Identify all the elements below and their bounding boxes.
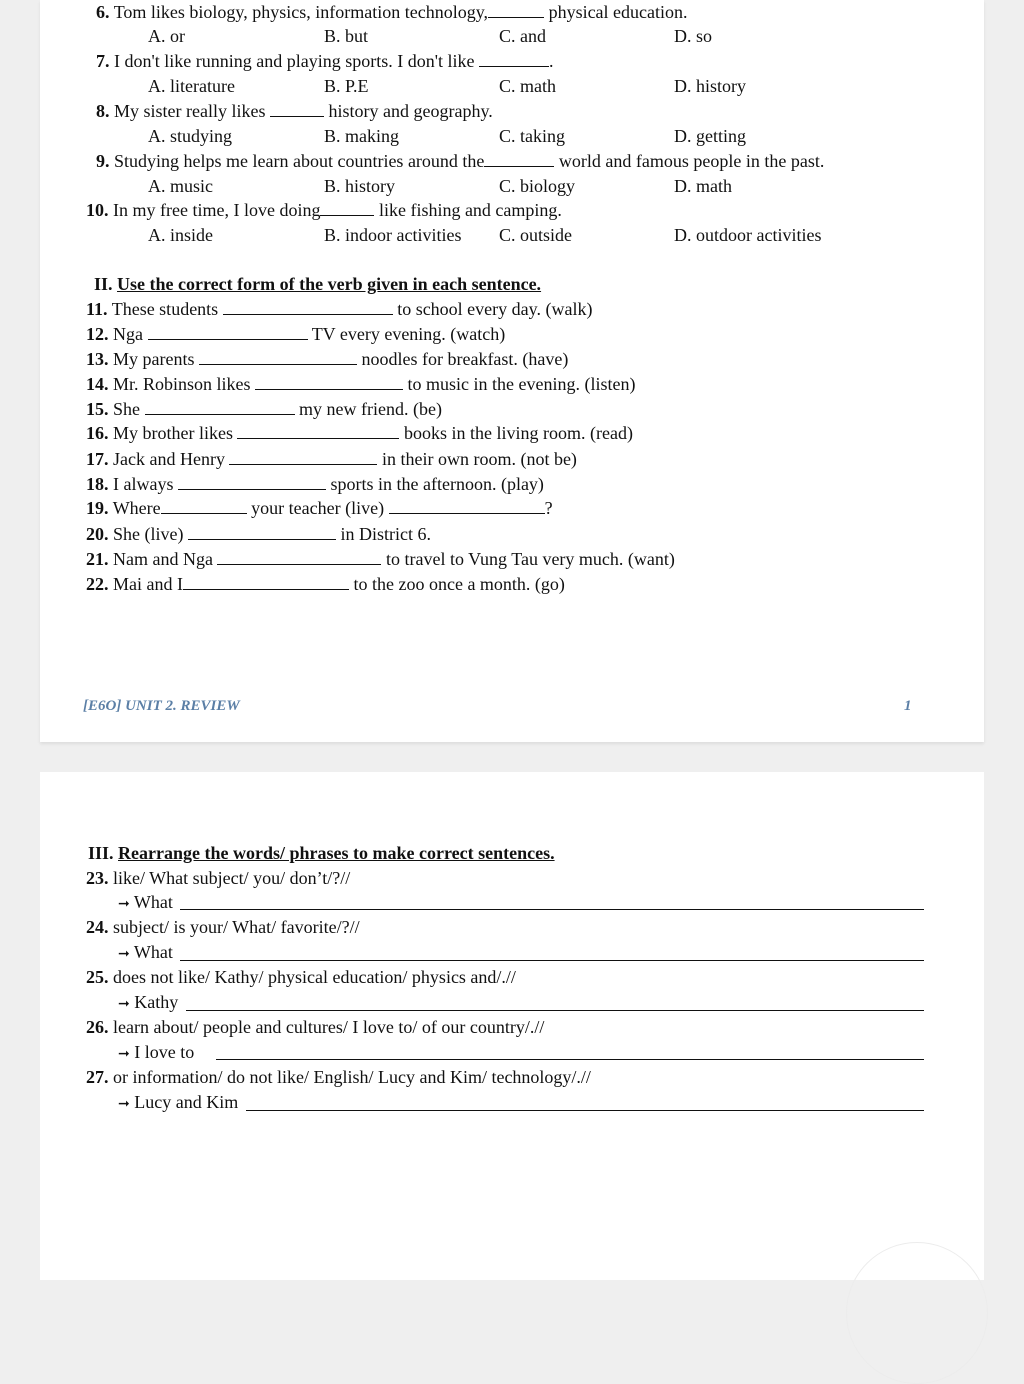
- arrow-icon: ➞: [118, 1047, 130, 1062]
- answer-blank[interactable]: [255, 372, 403, 390]
- option-d[interactable]: D. getting: [674, 126, 746, 146]
- option-a[interactable]: A. inside: [148, 225, 213, 245]
- verb-question-22: 22. Mai and I to the zoo once a month. (go): [86, 574, 565, 594]
- decorative-circle: [846, 1242, 988, 1384]
- answer-blank[interactable]: [183, 572, 349, 590]
- answer-blank[interactable]: [488, 0, 544, 18]
- option-b[interactable]: B. history: [324, 176, 396, 196]
- option-d[interactable]: D. math: [674, 176, 732, 196]
- option-b[interactable]: B. P.E: [324, 76, 369, 96]
- question-9: 9. Studying helps me learn about countries around the world and famous people in the past.: [96, 151, 825, 171]
- answer-blank[interactable]: [161, 496, 247, 514]
- answer-line[interactable]: [180, 908, 924, 910]
- option-a[interactable]: A. music: [148, 176, 213, 196]
- answer-blank[interactable]: [188, 522, 336, 540]
- verb-question-14: 14. Mr. Robinson likes to music in the evening. (listen): [86, 374, 636, 394]
- answer-line[interactable]: [180, 959, 924, 961]
- option-a[interactable]: A. literature: [148, 76, 235, 96]
- rearrange-question-26: 26. learn about/ people and cultures/ I love to/ of our country/.//: [86, 1017, 545, 1037]
- question-10: 10. In my free time, I love doing like fishing and camping.: [86, 200, 562, 220]
- option-d[interactable]: D. so: [674, 26, 713, 46]
- question-stem: My sister really likes: [114, 101, 266, 121]
- section-2-heading: II. Use the correct form of the verb given in each sentence.: [94, 274, 542, 294]
- answer-blank[interactable]: [237, 421, 399, 439]
- question-6: 6. Tom likes biology, physics, information technology, physical education.: [96, 2, 688, 22]
- question-stem: Studying helps me learn about countries around the: [114, 151, 485, 171]
- option-c[interactable]: C. biology: [499, 176, 576, 196]
- option-a[interactable]: A. studying: [148, 126, 233, 146]
- question-stem: I don't like running and playing sports. I don't like: [114, 51, 475, 71]
- answer-start: ➞ Kathy: [118, 992, 179, 1012]
- answer-blank[interactable]: [479, 49, 549, 67]
- answer-blank[interactable]: [199, 347, 357, 365]
- rearrange-question-25: 25. does not like/ Kathy/ physical education/ physics and/.//: [86, 967, 516, 987]
- question-7: 7. I don't like running and playing sports. I don't like .: [96, 51, 554, 71]
- section-2-title: Use the correct form of the verb given in each sentence.: [117, 274, 542, 294]
- answer-line[interactable]: [246, 1109, 924, 1111]
- option-b[interactable]: B. making: [324, 126, 399, 146]
- answer-blank[interactable]: [320, 198, 374, 216]
- option-c[interactable]: C. outside: [499, 225, 573, 245]
- arrow-icon: ➞: [118, 897, 130, 912]
- answer-blank[interactable]: [148, 322, 308, 340]
- arrow-icon: ➞: [118, 1097, 130, 1112]
- arrow-icon: ➞: [118, 947, 130, 962]
- verb-question-17: 17. Jack and Henry in their own room. (not be): [86, 449, 577, 469]
- option-a[interactable]: A. or: [148, 26, 185, 46]
- question-stem: Tom likes biology, physics, information technology,: [113, 2, 489, 22]
- verb-question-13: 13. My parents noodles for breakfast. (have): [86, 349, 569, 369]
- worksheet-page-2: [40, 772, 984, 1280]
- answer-blank[interactable]: [178, 472, 326, 490]
- answer-start: ➞ Lucy and Kim: [118, 1092, 239, 1112]
- answer-line[interactable]: [216, 1058, 924, 1060]
- question-stem: world and famous people in the past.: [558, 151, 825, 171]
- verb-question-19: 19. Where your teacher (live) ?: [86, 498, 553, 518]
- section-3-title: Rearrange the words/ phrases to make correct sentences.: [118, 843, 555, 863]
- rearrange-question-24: 24. subject/ is your/ What/ favorite/?//: [86, 917, 360, 937]
- arrow-icon: ➞: [118, 997, 130, 1012]
- question-stem: In my free time, I love doing: [113, 200, 321, 220]
- verb-question-12: 12. Nga TV every evening. (watch): [86, 324, 506, 344]
- answer-start: ➞ I love to: [118, 1042, 195, 1062]
- answer-start: ➞ What: [118, 942, 173, 962]
- option-c[interactable]: C. math: [499, 76, 556, 96]
- question-8: 8. My sister really likes history and geography.: [96, 101, 493, 121]
- answer-blank[interactable]: [270, 99, 324, 117]
- verb-question-18: 18. I always sports in the afternoon. (play): [86, 474, 544, 494]
- option-b[interactable]: B. indoor activities: [324, 225, 462, 245]
- answer-line[interactable]: [186, 1009, 924, 1011]
- option-c[interactable]: C. taking: [499, 126, 565, 146]
- option-c[interactable]: C. and: [499, 26, 546, 46]
- answer-blank[interactable]: [389, 496, 545, 514]
- page-footer-title: [E6O] UNIT 2. REVIEW: [83, 698, 240, 714]
- option-d[interactable]: D. outdoor activities: [674, 225, 822, 245]
- page-number: 1: [904, 698, 912, 714]
- worksheet-page-1: [40, 0, 984, 742]
- answer-blank[interactable]: [229, 447, 377, 465]
- option-d[interactable]: D. history: [674, 76, 746, 96]
- rearrange-question-27: 27. or information/ do not like/ English/ Lucy and Kim/ technology/.//: [86, 1067, 591, 1087]
- question-stem: like fishing and camping.: [378, 200, 562, 220]
- verb-question-16: 16. My brother likes books in the living room. (read): [86, 423, 633, 443]
- question-stem: history and geography.: [328, 101, 493, 121]
- answer-blank[interactable]: [223, 297, 393, 315]
- verb-question-15: 15. She my new friend. (be): [86, 399, 442, 419]
- answer-blank[interactable]: [217, 547, 381, 565]
- question-stem: .: [548, 51, 554, 71]
- option-b[interactable]: B. but: [324, 26, 369, 46]
- verb-question-21: 21. Nam and Nga to travel to Vung Tau very much. (want): [86, 549, 675, 569]
- verb-question-11: 11. These students to school every day. (walk): [86, 299, 593, 319]
- answer-start: ➞ What: [118, 892, 173, 912]
- answer-blank[interactable]: [145, 397, 295, 415]
- question-stem: physical education.: [548, 2, 688, 22]
- answer-blank[interactable]: [484, 149, 554, 167]
- rearrange-question-23: 23. like/ What subject/ you/ don’t/?//: [86, 868, 351, 888]
- verb-question-20: 20. She (live) in District 6.: [86, 524, 431, 544]
- section-3-heading: III. Rearrange the words/ phrases to make correct sentences.: [88, 843, 555, 863]
